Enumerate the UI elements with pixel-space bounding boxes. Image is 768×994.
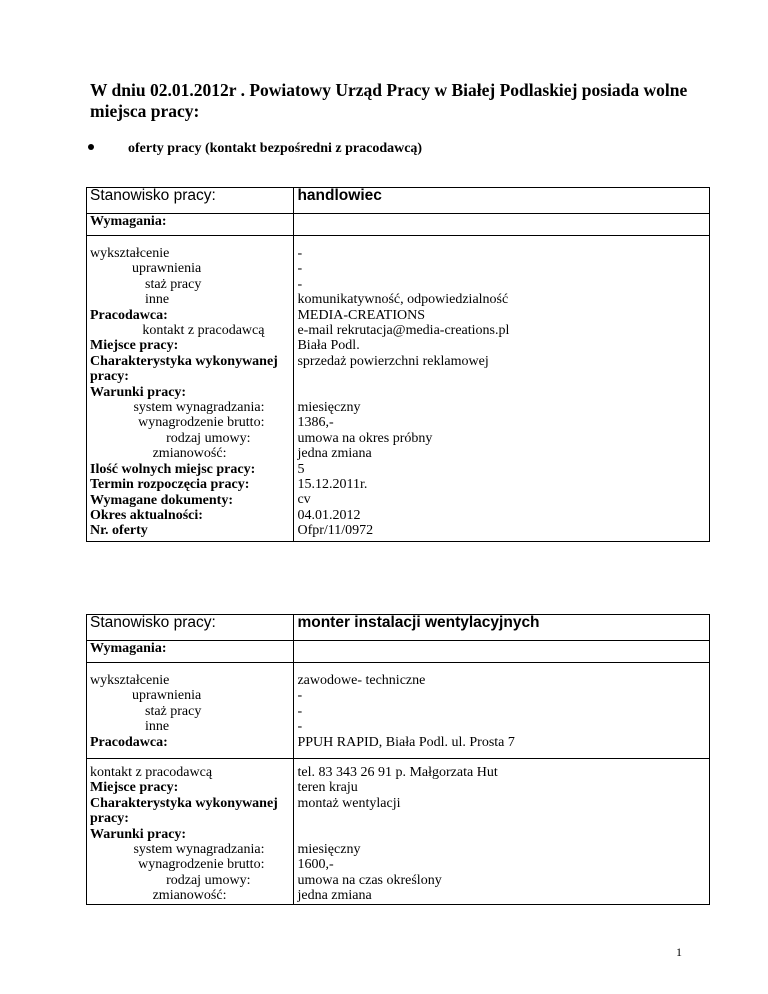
- label-conditions: Warunki pracy:: [90, 384, 187, 400]
- value-vacancies: 5: [297, 461, 305, 477]
- position-label: Stanowisko pracy:: [87, 615, 294, 641]
- label-employer: Pracodawca:: [90, 307, 168, 323]
- details-row: [87, 236, 710, 542]
- value-validity: 04.01.2012: [297, 507, 361, 523]
- job-offer-table-2: [86, 614, 710, 905]
- label-workplace: Miejsce pracy:: [90, 338, 179, 354]
- value-contract: umowa na czas określony: [297, 872, 442, 888]
- value-workplace: teren kraju: [297, 780, 358, 796]
- position-value: handlowiec: [294, 188, 710, 214]
- label-shifts: zmianowość:: [152, 888, 227, 904]
- label-employer: Pracodawca:: [90, 734, 168, 750]
- value-other: -: [297, 719, 303, 735]
- requirements-label: Wymagania:: [87, 214, 294, 236]
- bullet-icon: [88, 144, 94, 150]
- value-characteristics: sprzedaż powierzchni reklamowej: [297, 353, 489, 369]
- label-vacancies: Ilość wolnych miejsc pracy:: [90, 461, 256, 477]
- label-education: wykształcenie: [90, 673, 170, 688]
- position-row: [87, 188, 710, 214]
- label-permissions: uprawnienia: [132, 261, 202, 277]
- label-contract: rodzaj umowy:: [166, 430, 251, 446]
- value-pay-system: miesięczny: [297, 400, 361, 416]
- value-education: -: [297, 246, 303, 261]
- label-conditions: Warunki pracy:: [90, 826, 187, 842]
- value-start: 15.12.2011r.: [297, 477, 368, 493]
- page-number: 1: [676, 945, 682, 959]
- label-pay-system: system wynagradzania:: [133, 842, 265, 858]
- label-experience: staż pracy: [145, 703, 202, 719]
- value-employer: PPUH RAPID, Biała Podl. ul. Prosta 7: [297, 734, 515, 750]
- label-permissions: uprawnienia: [132, 688, 202, 704]
- bullet-item: [88, 141, 423, 157]
- label-start: Termin rozpoczęcia pracy:: [90, 477, 250, 493]
- label-other: inne: [145, 719, 170, 735]
- position-label: Stanowisko pracy:: [87, 188, 294, 214]
- details-values: [294, 236, 710, 542]
- value-employer: MEDIA-CREATIONS: [297, 307, 426, 323]
- label-gross-pay: wynagrodzenie brutto:: [138, 857, 265, 873]
- label-pay-system: system wynagradzania:: [133, 400, 265, 416]
- value-spacer: [297, 811, 706, 842]
- details-values: [294, 759, 710, 905]
- label-gross-pay: wynagrodzenie brutto:: [138, 415, 265, 431]
- label-characteristics: Charakterystyka wykonywanej pracy:: [90, 353, 278, 385]
- label-other: inne: [145, 292, 170, 308]
- details-labels: [87, 759, 294, 905]
- requirements-row: [87, 214, 710, 236]
- requirements-value: [294, 214, 710, 236]
- label-contact: kontakt z pracodawcą: [90, 765, 213, 781]
- value-shifts: jedna zmiana: [297, 446, 372, 462]
- value-contact: e-mail rekrutacja@media-creations.pl: [297, 323, 510, 339]
- label-characteristics: Charakterystyka wykonywanej pracy:: [90, 795, 278, 827]
- label-contact: kontakt z pracodawcą: [142, 323, 265, 339]
- label-education: wykształcenie: [90, 246, 170, 261]
- value-workplace: Biała Podl.: [297, 338, 360, 354]
- position-value: monter instalacji wentylacyjnych: [294, 615, 710, 641]
- value-experience: -: [297, 276, 303, 292]
- label-contract: rodzaj umowy:: [166, 872, 251, 888]
- label-experience: staż pracy: [145, 276, 202, 292]
- bullet-text: oferty pracy (kontakt bezpośredni z pracodawcą): [128, 141, 423, 156]
- requirements-value: [294, 641, 710, 663]
- value-offer-no: Ofpr/11/0972: [297, 523, 374, 539]
- label-offer-no: Nr. oferty: [90, 523, 148, 539]
- value-shifts: jedna zmiana: [297, 888, 372, 904]
- value-contact: tel. 83 343 26 91 p. Małgorzata Hut: [297, 765, 498, 781]
- value-other: komunikatywność, odpowiedzialność: [297, 292, 509, 308]
- value-education: zawodowe- techniczne: [297, 673, 426, 688]
- label-validity: Okres aktualności:: [90, 507, 203, 523]
- value-experience: -: [297, 703, 303, 719]
- requirements-values: [294, 663, 710, 759]
- position-row: [87, 615, 710, 641]
- label-documents: Wymagane dokumenty:: [90, 492, 233, 508]
- value-gross-pay: 1600,-: [297, 857, 334, 873]
- value-pay-system: miesięczny: [297, 842, 361, 858]
- value-gross-pay: 1386,-: [297, 415, 334, 431]
- value-permissions: -: [297, 261, 303, 277]
- details-row: [87, 759, 710, 905]
- label-workplace: Miejsce pracy:: [90, 780, 179, 796]
- requirements-details-row: [87, 663, 710, 759]
- value-permissions: -: [297, 688, 303, 704]
- value-contract: umowa na okres próbny: [297, 430, 433, 446]
- value-documents: cv: [297, 492, 311, 508]
- value-characteristics: montaż wentylacji: [297, 795, 401, 811]
- details-labels: [87, 236, 294, 542]
- requirements-label: Wymagania:: [87, 641, 294, 663]
- label-shifts: zmianowość:: [152, 446, 227, 462]
- page-heading: W dniu 02.01.2012r . Powiatowy Urząd Pracy w Białej Podlaskiej posiada wolne miejsca pracy:: [90, 80, 688, 121]
- requirements-row: [87, 641, 710, 663]
- job-offer-table-1: [86, 187, 710, 542]
- requirements-labels: [87, 663, 294, 759]
- value-spacer: [297, 369, 706, 400]
